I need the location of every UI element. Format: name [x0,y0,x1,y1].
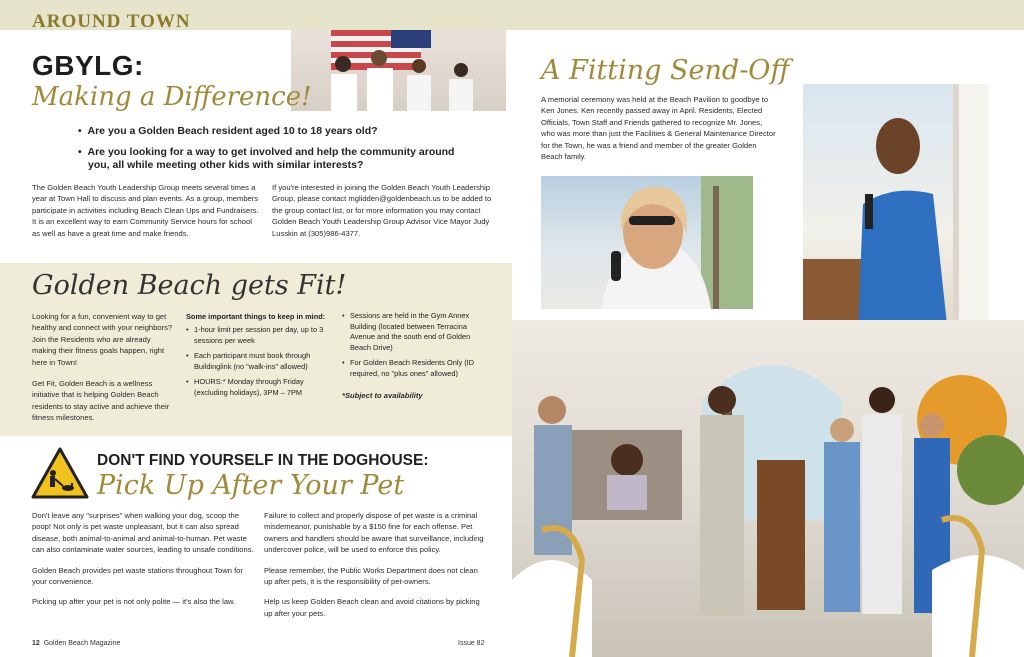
list-item: • Each participant must book through Buildinglink (no "walk-ins" allowed) [186,351,336,372]
sendoff-title: A Fitting Send-Off [541,55,790,86]
speaker-woman-photo-art [541,176,753,309]
pet-kicker: DON'T FIND YOURSELF IN THE DOGHOUSE: [97,452,429,469]
paragraph: Picking up after your pet is not only polite — it's also the law. [32,597,236,607]
sendoff-body: A memorial ceremony was held at the Beach Pavilion to goodbye to Ken Jones. Ken recently passed away in April. Residents, Elected Officials, Town Staff and Friends gathered to recognize Mr. Jones, who was more than just the Facilities & General Maintenance Director for the Town, he was a friend and member of the greater Golden Beach family. [541,95,776,162]
paragraph: Don't leave any "surprises" when walking your dog, scoop the poop! Not only is pet waste unpleasant, but it can also spread disease, both animal-to-animal and animal-to-human. Pet waste can also contaminate water sources, leading to unsafe conditions. [32,511,254,555]
dog-waste-warning-icon [30,446,90,500]
paragraph: Help us keep Golden Beach clean and avoid citations by picking up after your pets. [264,597,480,618]
speaker-man-photo-art [803,84,989,334]
speaker-woman-photo [541,176,753,309]
paragraph: Failure to collect and properly dispose of pet waste is a criminal misdemeanor, punishable by a $150 fine for each offense. Pet owners and handlers should be aware that surveillance, including undercover police, will be used to enforce this policy. [264,511,484,555]
fit-tips-right [342,311,482,385]
page-number: 12 [32,640,40,647]
speaker-man-photo [803,84,989,334]
pet-body-col2 [264,510,486,619]
fit-title: Golden Beach gets Fit! [32,270,347,301]
gbylg-question-1: • Are you a Golden Beach resident aged 10 to 18 years old? [78,125,378,137]
pet-body-col1 [32,510,257,608]
warning-sign-icon [30,446,90,500]
gbylg-title: GBYLG: [32,50,144,81]
list-item: • For Golden Beach Residents Only (ID required, no "plus ones" allowed) [342,358,482,379]
memorial-group-photo [512,320,1024,657]
list-item: • HOURS:* Monday through Friday (excluding holidays), 3PM – 7PM [186,377,336,398]
memorial-group-photo-art [512,320,1024,657]
gbylg-subtitle: Making a Difference! [32,82,312,112]
page-footer-left [32,640,120,647]
issue-number: Issue 82 [458,640,485,647]
publication-name: Golden Beach Magazine [43,640,121,647]
fit-tips-left [186,325,336,404]
bullet-icon: • [78,146,88,158]
gbylg-body-col2: If you're interested in joining the Golden Beach Youth Leadership Group, please contact mglidden@goldenbeach.us to be added to the group contact list, or for more information you may contact Golden Beach Youth Leadership Group Advisor Vice Mayor Judy Lusskin at (305)986-4377. [272,183,492,238]
list-item: • 1-hour limit per session per day, up to 3 sessions per week [186,325,336,346]
paragraph: Golden Beach provides pet waste stations throughout Town for your convenience. [32,565,243,587]
fit-tips-heading: Some important things to keep in mind: [186,312,326,321]
paragraph: Please remember, the Public Works Department does not clean up after pets, it is the responsibility of pet-owners. [264,565,478,587]
fit-footnote: *Subject to availability [342,391,423,400]
youth-group-photo [291,30,506,111]
fit-intro-2: Get Fit, Golden Beach is a wellness initiative that is helping Golden Beach residents to stay active and achieve their fitness milestones. [32,379,170,423]
gbylg-body-col1: The Golden Beach Youth Leadership Group meets several times a year at Town Hall to discuss and plan events. As a group, members participate in activities including Beach Clean Ups and Fundraisers. It is an excellent way to earn Community Service hours for school as well as have a great time and make friends. [32,183,259,238]
list-item: • Sessions are held in the Gym Annex Building (located between Terracina Avenue and the south end of Golden Beach Drive) [342,311,482,353]
section-title: AROUND TOWN [32,11,191,32]
youth-group-photo-art [291,30,506,111]
gbylg-question-2: • Are you looking for a way to get involved and help the community around you, all while meeting other kids with similar interests? [78,146,455,171]
pet-title: Pick Up After Your Pet [97,470,405,501]
bullet-icon: • [78,125,88,137]
fit-intro-1: Looking for a fun, convenient way to get healthy and connect with your neighbors? Join the Residents who are already making their fitness goals happen, right here in Town! [32,312,173,367]
